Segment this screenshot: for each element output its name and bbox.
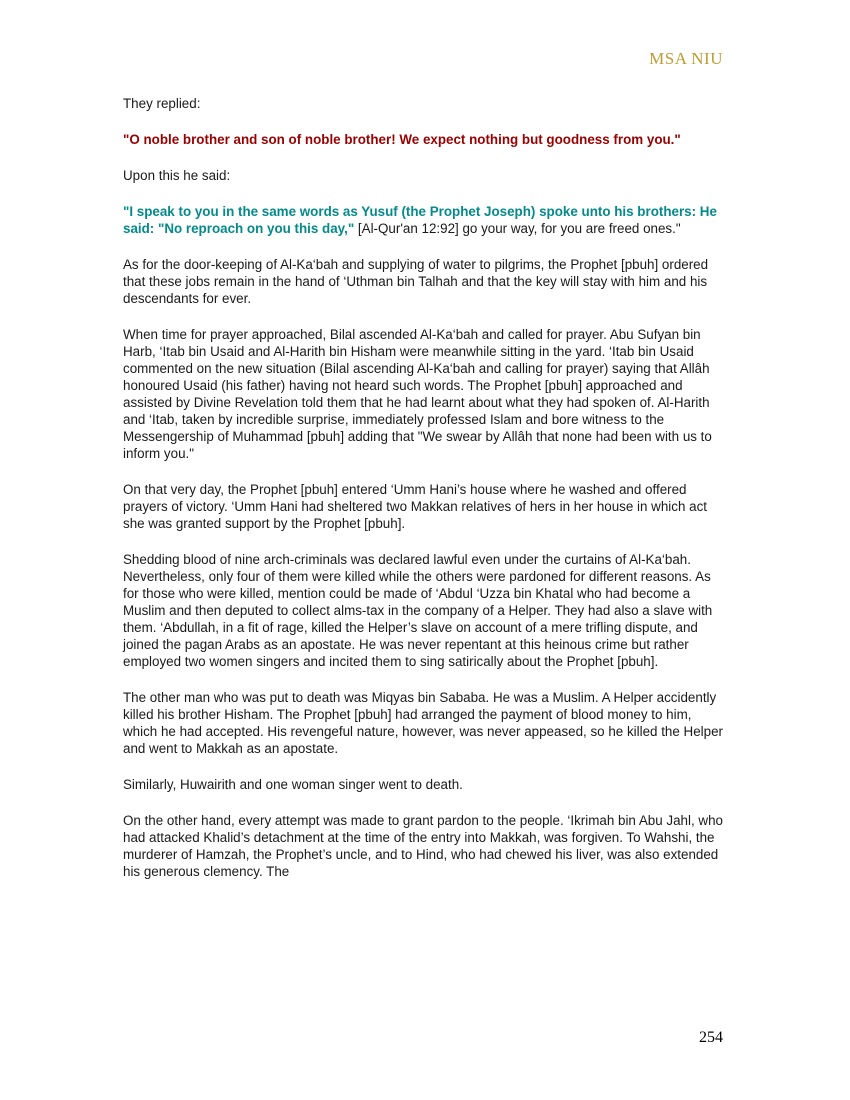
teal-quote-run: "I speak to you in the same words as Yusuf (the Prophet Joseph) spoke unto his brothers: He said: "No reproach on you this day," [123,204,717,236]
page-footer [123,1029,723,1047]
paragraph [123,551,723,670]
text-run: On the other hand, every attempt was made to grant pardon to the people. ‘Ikrimah bin Abu Jahl, who had attacked Khalid’s detachment at the time of the entry into Makkah, was forgiven. To Wahshi, the murderer of Hamzah, the Prophet’s uncle, and to Hind, who had chewed his liver, was also extended his generous clemency. The [123,813,723,879]
document-body [123,95,723,899]
paragraph [123,689,723,757]
paragraph [123,776,723,793]
paragraph [123,326,723,462]
red-quote-run: "O noble brother and son of noble brother! We expect nothing but goodness from you." [123,132,681,147]
text-run: Shedding blood of nine arch-criminals was declared lawful even under the curtains of Al-Ka‘bah. Nevertheless, only four of them were killed while the others were pardoned for different reasons. As for those who were killed, mention could be made of ‘Abdul ‘Uzza bin Khatal who had become a Muslim and then deputed to collect alms-tax in the company of a Helper. They had also a slave with them. ‘Abdullah, in a fit of rage, killed the Helper’s slave on account of a mere trifling dispute, and joined the pagan Arabs as an apostate. He was never repentant at this heinous crime but rather employed two women singers and incited them to sing satirically about the Prophet [pbuh]. [123,552,713,669]
text-run: Similarly, Huwairith and one woman singer went to death. [123,777,463,792]
page-header [123,49,723,69]
paragraph [123,167,723,184]
paragraph [123,131,723,148]
text-run: The other man who was put to death was Miqyas bin Sababa. He was a Muslim. A Helper accidently killed his brother Hisham. The Prophet [pbuh] had arranged the payment of blood money to him, which he had accepted. His revengeful nature, however, was never appeased, so he killed the Helper and went to Makkah as an apostate. [123,690,723,756]
paragraph [123,203,723,237]
page-number: 254 [699,1029,723,1046]
paragraph [123,95,723,112]
paragraph [123,481,723,532]
text-run: On that very day, the Prophet [pbuh] entered ‘Umm Hani’s house where he washed and offered prayers of victory. ‘Umm Hani had sheltered two Makkan relatives of hers in her house in which act she was granted support by the Prophet [pbuh]. [123,482,707,531]
text-run: They replied: [123,96,201,111]
text-run: Upon this he said: [123,168,231,183]
text-run: As for the door-keeping of Al-Ka‘bah and supplying of water to pilgrims, the Prophet [pbuh] ordered that these jobs remain in the hand of ‘Uthman bin Talhah and that the key will stay with him and his descendants for ever. [123,257,709,306]
paragraph [123,812,723,880]
text-run: [Al-Qur'an 12:92] go your way, for you are freed ones." [357,221,681,236]
text-run: When time for prayer approached, Bilal ascended Al-Ka‘bah and called for prayer. Abu Sufyan bin Harb, ‘Itab bin Usaid and Al-Harith bin Hisham were meanwhile sitting in the yard. ‘Itab bin Usaid commented on the new situation (Bilal ascending Al-Ka‘bah and calling for prayer) saying that Allâh honoured Usaid (his father) having not heard such words. The Prophet [pbuh] approached and assisted by Divine Revelation told them that he had learnt about what they had spoken of. Al-Harith and ‘Itab, taken by incredible surprise, immediately professed Islam and bore witness to the Messengership of Muhammad [pbuh] adding that "We swear by Allâh that none had been with us to inform you." [123,327,712,461]
header-title: MSA NIU [649,49,723,68]
paragraph [123,256,723,307]
